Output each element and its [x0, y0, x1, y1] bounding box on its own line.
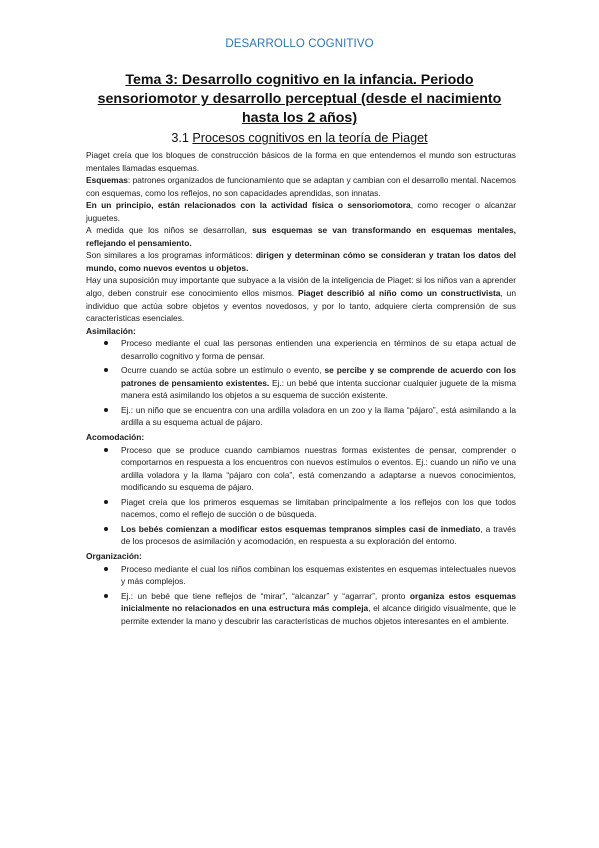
heading-organizacion: Organización: [86, 550, 142, 561]
intro-paragraph-4 [86, 224, 516, 249]
intro-paragraph-4-bold: sus esquemas se van transformando en esquemas mentales, reflejando el pensamiento. [86, 225, 516, 248]
heading-asimilacion: Asimilación: [86, 325, 136, 336]
intro-paragraph-3 [86, 199, 516, 224]
bullet-icon [104, 500, 108, 504]
chapter-title [90, 71, 509, 128]
list-item [86, 444, 516, 494]
running-header: DESARROLLO COGNITIVO [225, 38, 374, 50]
chapter-title-line3: hasta los 2 años) [241, 110, 358, 126]
list-item [86, 364, 516, 402]
bullet-icon [104, 341, 108, 345]
list-item-text: Proceso mediante el cual las personas entienden una experiencia en términos de su etapa actual de desarrollo cognitivo y forma de pensar. [121, 338, 516, 361]
chapter-title-line2: sensoriomotor y desarrollo perceptual (desde el nacimiento [97, 91, 502, 107]
bullet-icon [104, 527, 108, 531]
intro-paragraph-5-text: Son similares a los programas informáticos: [86, 250, 256, 261]
intro-paragraph-6-rest: , un individuo que actúa sobre objetos y eventos novedosos, y por lo tanto, adquiere cierta comprensión de sus características esenciales. [86, 288, 516, 324]
list-item-rest: Ej.: un bebé que intenta succionar cualquier juguete de la misma manera está asimilando los objetos a su esquema de succión existente. [121, 377, 517, 401]
list-item [86, 404, 516, 429]
section-title: Procesos cognitivos en la teoría de Piaget [192, 131, 428, 145]
list-item-text: Ocurre cuando se actúa sobre un estímulo o evento, [121, 365, 325, 376]
list-item-rest: , a través de los procesos de asimilación y acomodación, en respuesta a su exploración del entorno. [121, 523, 516, 547]
list-acomodacion [86, 444, 516, 548]
document-body [86, 149, 516, 629]
list-item [86, 337, 516, 362]
bullet-icon [104, 408, 108, 412]
list-item [86, 523, 516, 548]
bullet-icon [104, 368, 108, 372]
list-item-text: Ej.: un bebé que tiene reflejos de “mirar”, “alcanzar” y “agarrar”, pronto [121, 590, 410, 601]
list-asimilacion [86, 337, 516, 429]
list-item [86, 590, 516, 628]
list-item-rest: , el alcance dirigido visualmente, que le permite extender la mano y descubrir las características de muchos objetos interesantes en el ambiente. [121, 603, 516, 626]
term-esquemas: Esquemas [86, 175, 128, 186]
section-heading [0, 131, 599, 145]
intro-paragraph-3-text: , como recoger o alcanzar juguetes. [86, 200, 517, 223]
list-item-text: Proceso mediante el cual los niños combinan los esquemas existentes en esquemas intelectuales nuevos y más complejos. [121, 563, 516, 587]
intro-paragraph-2 [86, 174, 516, 199]
intro-paragraph-2-text: : patrones organizados de funcionamiento que se adaptan y cambian con el desarrollo mental. Nacemos con esquemas, como los reflejos, no son capacidades aprendidas, son innatas. [86, 175, 516, 198]
intro-paragraph-6-text: Hay una suposición muy importante que subyace a la visión de la inteligencia de Piaget: si los niños van a aprender algo, deben construir ese conocimiento ellos mismos. [86, 275, 516, 299]
intro-paragraph-5-bold: dirigen y determinan cómo se consideran y tratan los datos del mundo, como nuevos eventos u objetos. [86, 250, 516, 273]
list-item-text: Proceso que se produce cuando cambiamos nuestras formas existentes de pensar, comprender o comportarnos en respuesta a los encuentros con nuevos estímulos o eventos. Ej.: cuando un niño ve una ardilla voladora y la llama “pájaro con cola”, está comenzando a adaptarse a nuevos conocimientos, modificando su esquema de pájaro. [121, 444, 516, 493]
section-number: 3.1 [171, 131, 193, 145]
heading-acomodacion: Acomodación: [86, 432, 145, 443]
list-item-text: Ej.: un niño que se encuentra con una ardilla voladora en un zoo y la llama “pájaro”, está asimilando a la ardilla a su esquema actual de pájaro. [121, 404, 516, 428]
chapter-title-line1: Tema 3: Desarrollo cognitivo en la infancia. Periodo [125, 72, 474, 88]
bullet-icon [104, 594, 108, 598]
bullet-icon [104, 567, 108, 571]
list-item-bold: organiza estos esquemas inicialmente no relacionados en una estructura más compleja [121, 590, 517, 614]
intro-paragraph-6-bold: Piaget describió al niño como un constructivista [297, 288, 501, 299]
intro-paragraph-4-text: A medida que los niños se desarrollan, [86, 225, 253, 236]
list-item-bold: Los bebés comienzan a modificar estos esquemas tempranos simples casi de inmediato [121, 523, 481, 534]
list-item-text: Piaget creía que los primeros esquemas se limitaban principalmente a los reflejos con los que todos nacemos, como el reflejo de succión o de búsqueda. [121, 496, 516, 520]
list-item-bold: se percibe y se comprende de acuerdo con los patrones de pensamiento existentes. [121, 365, 516, 388]
list-item [86, 496, 516, 521]
bullet-icon [104, 448, 108, 452]
intro-paragraph-6 [86, 274, 516, 324]
list-organizacion [86, 563, 516, 628]
list-item [86, 563, 516, 588]
intro-paragraph-1: Piaget creía que los bloques de construcción básicos de la forma en que entendemos el mundo son estructuras mentales llamadas esquemas. [86, 150, 516, 173]
intro-paragraph-3-bold: En un principio, están relacionados con la actividad física o sensoriomotora [86, 200, 411, 211]
intro-paragraph-5 [86, 249, 516, 274]
